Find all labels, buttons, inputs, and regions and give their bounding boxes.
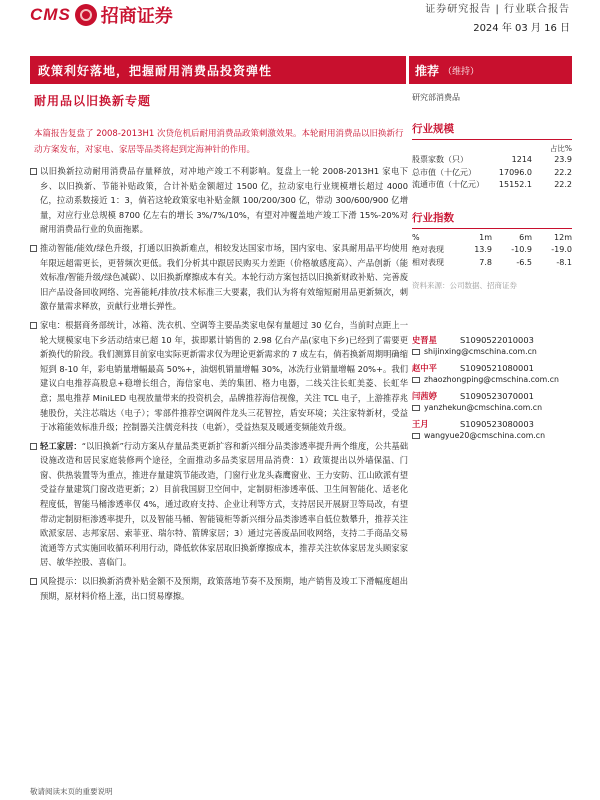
table-row: 绝对表现 13.9 -10.9 -19.0 (412, 245, 572, 255)
analyst-email[interactable]: zhaozhongping@cmschina.com.cn (424, 375, 559, 384)
bullet-item: 推动智能/能效/绿色升级，打通以旧换新难点，相较发达国家市场，国内家电、家具耐用品平均使用年限远超需更长，更替频次更低。我们分析其中跟居民购买力差距（价格敏感度高）、产品创新（能效标准/智能升级/绿色减碳）、以旧换新摩擦成本有关。本轮行动方案包括以旧换新财政补贴、完善废旧产品设备回收网络、完善能耗/排放/技术标准三大要素，我们认为将有效缩短耐用品更新频次，刺激存量需求释放，贡献行业增长弹性。 (30, 241, 408, 314)
mail-icon (412, 377, 420, 383)
scale-unit: 占比% (549, 144, 572, 153)
logo-cn: 招商证券 (100, 6, 173, 27)
report-title: 政策利好落地，把握耐用消费品投资弹性 (38, 63, 273, 78)
bullet-item: 家电：根据商务部统计，冰箱、洗衣机、空调等主要品类家电保有量超过 30 亿台，当前时点距上一轮大规模家电下乡活动结束已超 10 年，拔即累计销售的 2.98 亿台产品(家电下乡)已经到了需要更新换代的阶段。我们测算目前家电实际更新需求仅为理论更新需求的 7 成左右，倘若换新周期明确缩短到 8-10 年，彩电销量增幅最高 50%+，油烟机销量增幅 30%，冰洗行业销量增幅 20%+。我们建议白电推荐高股息+稳增长组合，海信家电、美的集团、格力电器，二线关注长虹美菱、长虹华意；黑电推荐 MiniLED 电视放量带来的投资机会，品牌推荐海信视像，关注 TCL 电子，上游推荐兆驰股份，关注芯瑞达（电子）；零部件推荐空调阀件龙头三花智控，盾安环境；关注家特新材，受益于冰箱能效标准升级；控制器关注儒竞科技（电新），受益热泵及暖通变频能效升级。 (30, 318, 408, 435)
analyst-card (412, 334, 572, 357)
table-row: 相对表现 7.8 -6.5 -8.1 (412, 257, 572, 267)
analyst-id: S1090523070001 (460, 391, 534, 401)
research-team: 研究部消费品 (412, 93, 460, 102)
report-summary: 本篇报告复盘了 2008-2013H1 次贷危机后耐用消费品政策刺激效果。本轮耐用消费品以旧换新行动方案发布，对家电、家居等品类将起到定海神针的作用。 (34, 129, 404, 155)
page-header (0, 0, 600, 40)
report-type: 证券研究报告 | 行业联合报告 (425, 4, 570, 15)
perf-section-title: 行业指数 (412, 210, 572, 229)
rating-banner (409, 56, 572, 84)
logo-en: CMS (30, 5, 71, 24)
analyst-id: S1090522010003 (460, 335, 534, 345)
logo-seal-icon (75, 4, 97, 26)
analyst-list (412, 334, 572, 446)
bullet-item: 轻工家居：“以旧换新”行动方案从存量品类更新扩容和新兴细分品类渗透率提升两个维度，公共基础设施改造和居民家庭装修两个途径，全面推动多品类家居用品消费：1）政策提出以外墙保温、门窗、供热装置等为重点，推进存量建筑节能改造，门窗行业龙头森鹰窗业、王力安防、江山欧派有望受益存量建筑门窗改造更新；2）目前我国厨卫空间中，定制厨柜渗透率低、卫生间智能化、适老化程度低，智能马桶渗透率仅 4%，通过政府支持、企业让利等方式，支持居民开展厨卫等局改，有望带动定制厨柜渗透率提升，以及智能马桶、智能镜柜等新兴细分品类渗透率自低位数攀升，推荐关注欧派家居、志邦家居、索菲亚、瑞尔特、箭牌家居；3）通过完善废品回收网络，支持二手商品交易流通等方式实施回收循环利用行动，降低软体家居取旧换新摩擦成本，推荐关注软体家居龙头顾家家居、敏华控股、喜临门。 (30, 439, 408, 570)
analyst-id: S1090521080001 (460, 363, 534, 373)
mail-icon (412, 433, 420, 439)
analyst-name: 史晋星 (412, 335, 437, 345)
report-date: 2024 年 03 月 16 日 (473, 23, 570, 34)
rating-sub: （维持） (443, 66, 480, 77)
scale-section-title: 行业规模 (412, 121, 572, 140)
mail-icon (412, 349, 420, 355)
sidebar (412, 92, 572, 291)
data-source: 资料来源：公司数据、招商证券 (412, 280, 517, 290)
bullet-item: 以旧换新拉动耐用消费品存量释放，对冲地产竣工不利影响。复盘上一轮 2008-2013H1 家电下乡、以旧换新、节能补贴政策，合计补贴金额超过 1500 亿，拉动家电行业规模增长超过 4000 亿，拉动系数接近 1：3，倘若这轮政策家电补贴金额 100/200/300 亿，带动 300/600/900 亿增量，对应行业总规模 8700 亿左右的增长 3%/7%/10%，有望对冲覆盖地产竣工下滑 15%-20%对耐用消费品行业的负面拖累。 (30, 164, 408, 237)
company-logo (30, 2, 173, 28)
mail-icon (412, 405, 420, 411)
report-subtitle: 耐用品以旧换新专题 (34, 94, 152, 108)
table-row: 股票家数（只） 1214 23.9 (412, 155, 572, 164)
analyst-email[interactable]: yanzhekun@cmschina.com.cn (424, 403, 543, 412)
analyst-card (412, 362, 572, 385)
title-banner (30, 56, 406, 84)
rating-label: 推荐 (415, 63, 440, 78)
analyst-card (412, 418, 572, 441)
table-row: 流通市值（十亿元） 15152.1 22.2 (412, 180, 572, 190)
analyst-id: S1090523080003 (460, 419, 534, 429)
analyst-card (412, 390, 572, 413)
page-footer: 敬请阅读末页的重要说明 (30, 787, 113, 796)
table-row: 总市值（十亿元） 17096.0 22.2 (412, 167, 572, 177)
analyst-name: 赵中平 (412, 363, 437, 373)
analyst-name: 王月 (412, 419, 429, 429)
bullet-list (30, 164, 408, 607)
table-header: % 1m 6m 12m (412, 232, 572, 242)
analyst-email[interactable]: wangyue20@cmschina.com.cn (424, 431, 546, 440)
analyst-name: 闫茜婷 (412, 391, 437, 401)
bullet-item: 风险提示：以旧换新消费补贴金额不及预期，政策落地节奏不及预期，地产销售及竣工下滑幅度超出预期，原材料价格上涨，出口贸易摩擦。 (30, 574, 408, 603)
analyst-email[interactable]: shijinxing@cmschina.com.cn (424, 347, 537, 356)
